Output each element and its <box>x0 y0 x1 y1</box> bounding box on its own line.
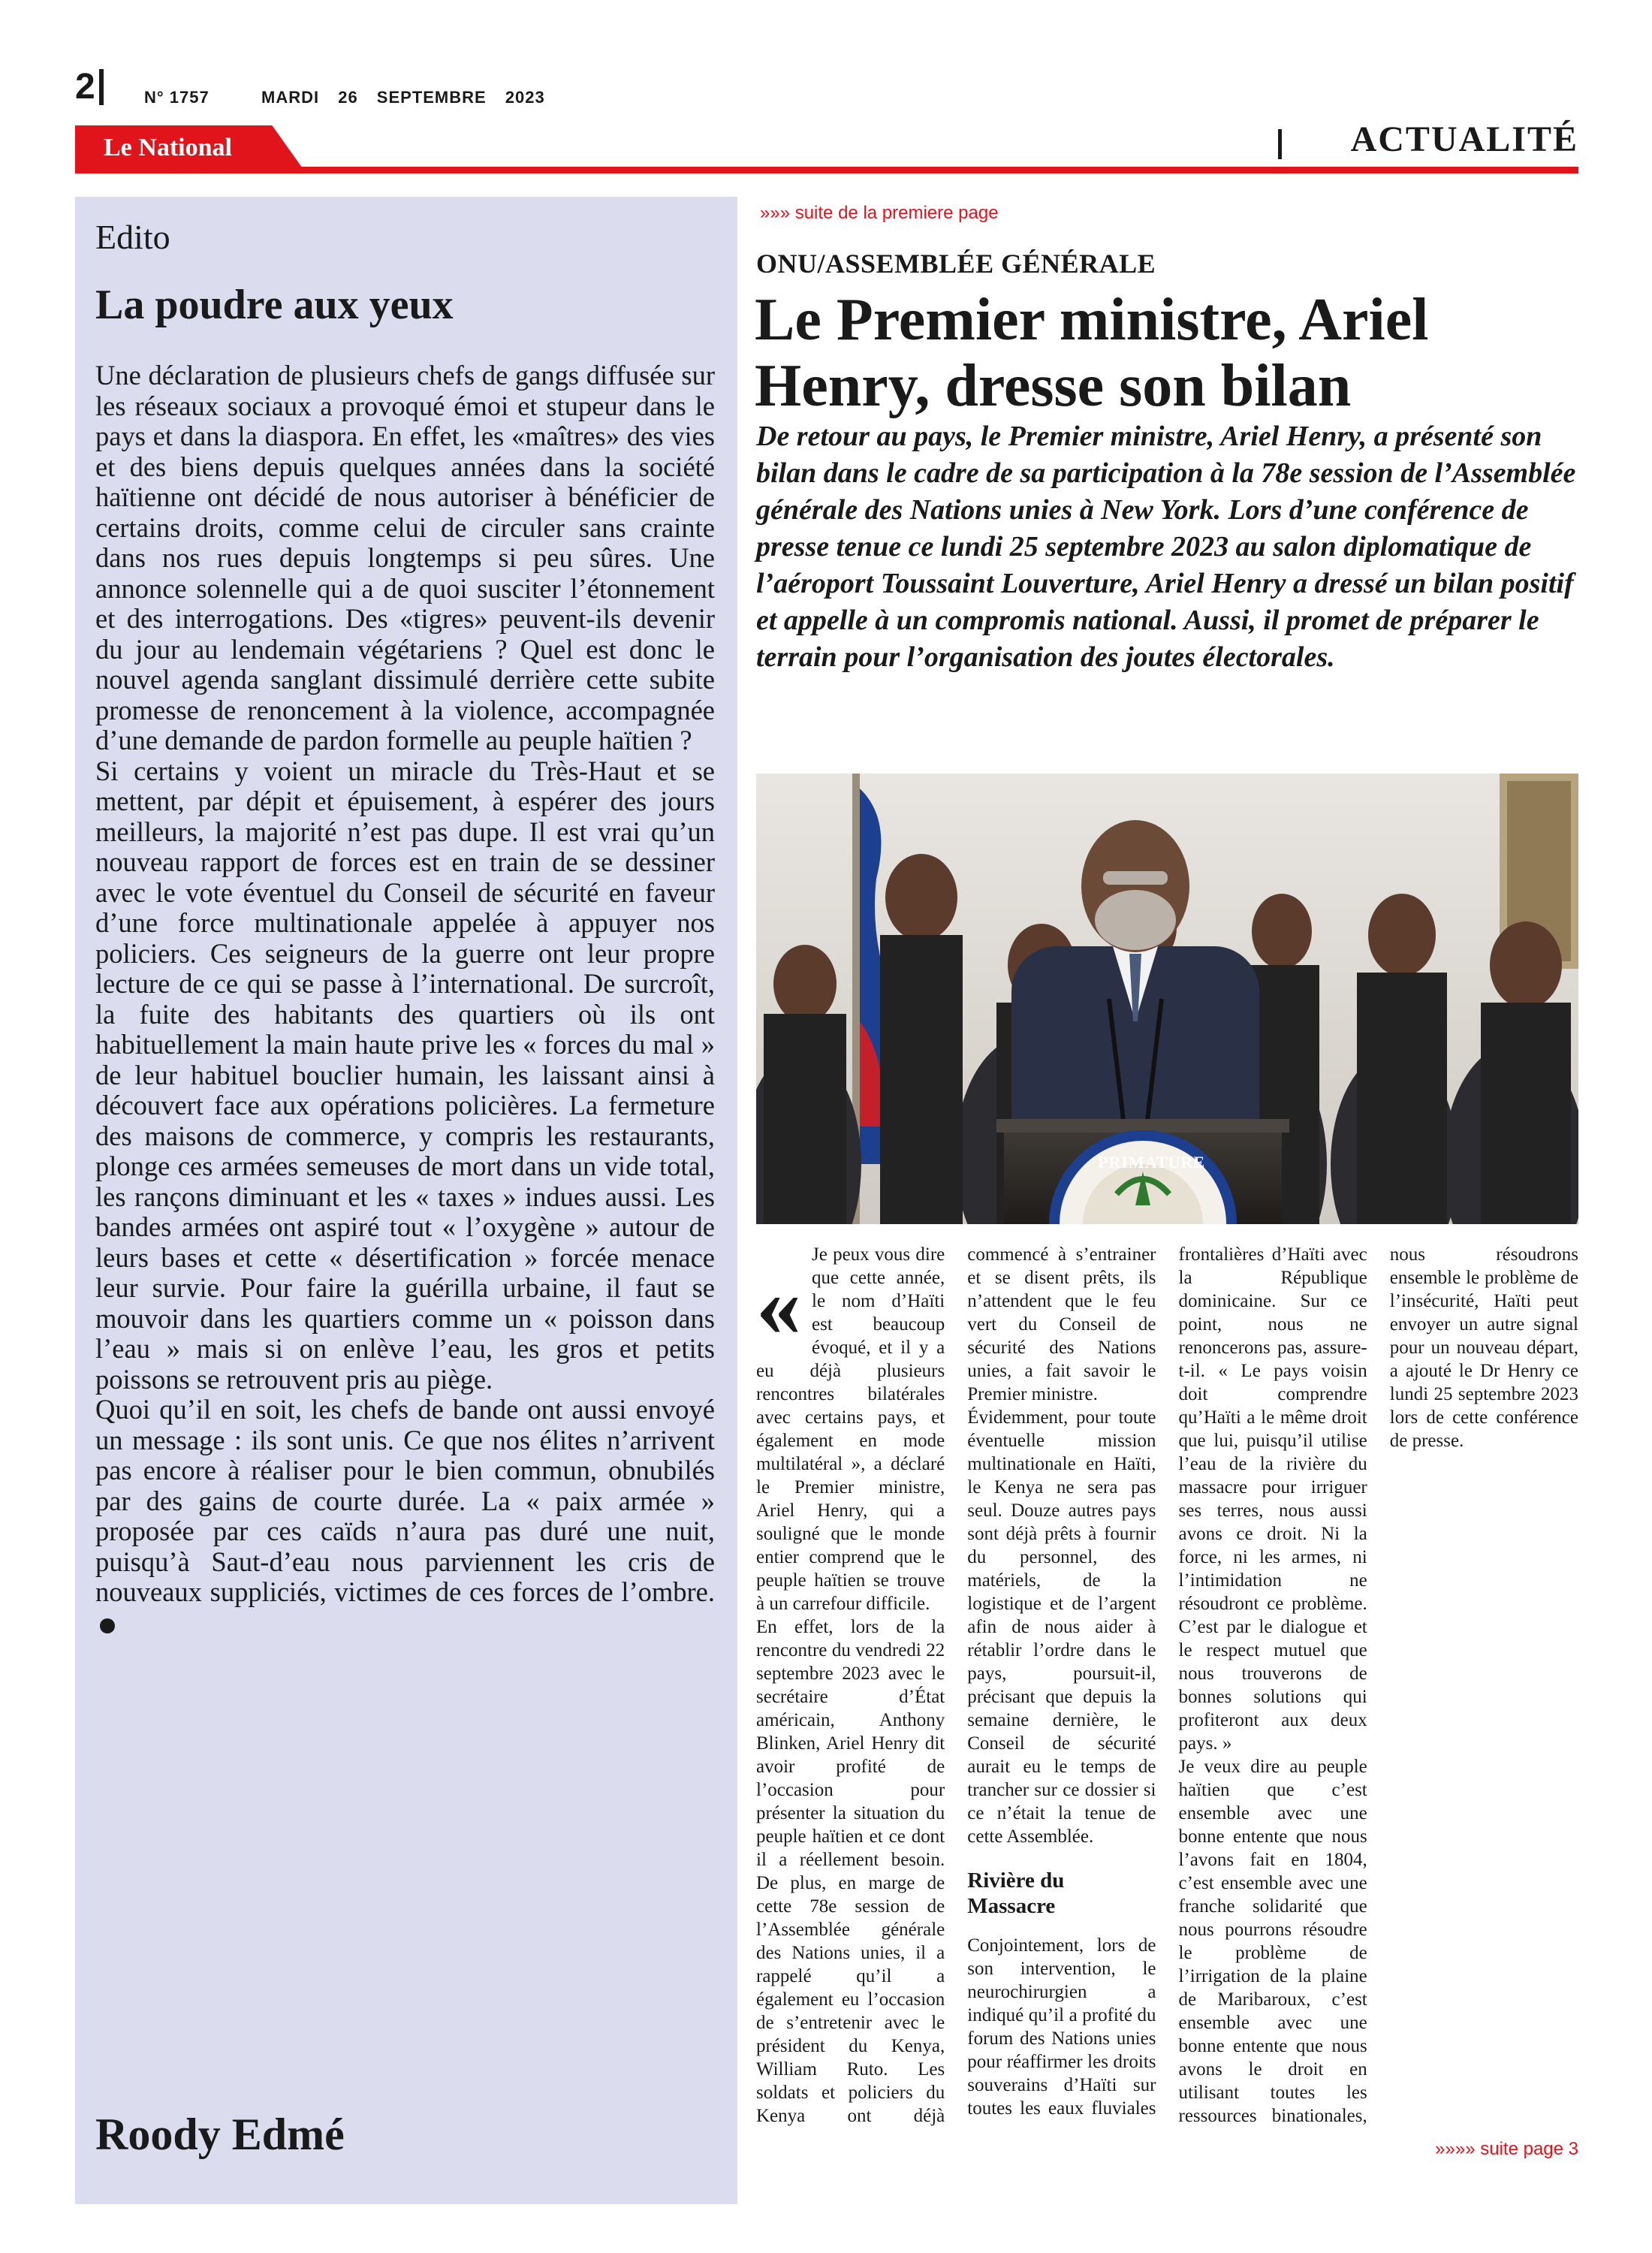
article-headline: Le Premier ministre, Ariel Henry, dresse son bilan <box>755 287 1429 419</box>
article-subhead: Rivière du Massacre <box>967 1868 1065 1918</box>
issue-date: MARDI 26 SEPTEMBRE 2023 <box>261 88 545 107</box>
edito-body <box>95 360 715 1638</box>
continued-from-link[interactable]: »»» suite de la premiere page <box>760 203 999 223</box>
section-title: ACTUALITÉ <box>1350 119 1578 159</box>
edito-kicker: Edito <box>95 218 170 256</box>
edito-paragraph: Une déclaration de plusieurs chefs de gangs diffusée sur les réseaux sociaux a provoqué émoi et stupeur dans le pays et dans la diaspora. En effet, les «maîtres» des vies et des biens depuis quelques années dans la société haïtienne ont décidé de nous autoriser à bénéficier de certains droits, comme celui de circuler sans crainte dans nos rues depuis longtemps si peu sûres. Une annonce solennelle qui a de quoi susciter l’étonnement et des interrogations. Des «tigres» peuvent-ils devenir du jour au lendemain végétariens ? Quel est donc le nouvel agenda sanglant dissimulé derrière cette subite promesse de renoncement à la violence, accompagnée d’une demande de pardon formelle au peuple haïtien ? <box>95 360 715 756</box>
end-mark-icon <box>100 1618 115 1633</box>
article-paragraph: Conjointement, lors de son intervention, le neurochirurgien a indiqué qu’il a profité du forum des Nations unies pour réaffirmer les droits souverains d’Haïti sur toutes les eaux fluviales frontalières d’Haïti avec la République dominicaine. Sur ce point, nous ne renoncerons pas, assure-t-il. « Le pays voisin doit comprendre qu’Haïti a le même droit que lui, puisqu’il utilise l’eau de la rivière du massacre pour irriguer ses terres, nous aussi avons ce droit. Ni la force, ni les armes, ni l’intimidation ne résoudront ce problème. C’est par le dialogue et le respect mutuel que nous trouverons de bonnes solutions qui profiteront aux deux pays. » <box>967 1244 1367 2119</box>
press-conference-photo <box>756 774 1578 1224</box>
edito-paragraph: Si certains y voient un miracle du Très-Haut et se mettent, par dépit et épuisement, à espérer des jours meilleurs, la majorité n’est pas dupe. Il est vrai qu’un nouveau rapport de forces est en train de se dessiner avec le vote éventuel du Conseil de sécurité en faveur d’une force multinationale appelée à appuyer nos policiers. Ces seigneurs de la guerre ont leur propre lecture de ce qui se passe à l’international. De surcroît, la fuite des habitants des quartiers où ils ont habituellement la main haute prive les « forces du mal » de leur habituel bouclier humain, les laissant ainsi à découvert face aux opérations policières. La fermeture des maisons de commerce, y compris les restaurants, plonge ces armées semeuses de mort dans un vide total, les rançons diminuant et les « taxes » indues aussi. Les bandes armées ont aspiré tout « l’oxygène » autour de leurs bases et cette « désertification » forcée menace leur survie. Pour faire la guérilla urbaine, il faut se mouvoir dans les quartiers comme un « poisson dans l’eau » mais si on enlève l’eau, les gros et petits poissons se retrouvent pris au piège. <box>95 755 715 1395</box>
article-kicker: ONU/ASSEMBLÉE GÉNÉRALE <box>756 249 1156 279</box>
page-number-divider <box>99 69 104 105</box>
edito-paragraph-text: Quoi qu’il en soit, les chefs de bande ont aussi envoyé un message : ils sont unis. Ce que nos élites n’arrivent pas encore à réaliser pour le bien commun, obnubilés par des gains de courte durée. La « paix armée » proposée par ces caïds n’aura pas duré une nuit, puisqu’à Saut-d’eau nous parviennent les cris de nouveaux suppliciés, victimes de ces forces de l’ombre. <box>95 1394 715 1607</box>
edito-column <box>75 197 737 2204</box>
issue-number: N° 1757 <box>144 88 210 107</box>
article-paragraph: Évidemment, pour toute éventuelle mission multinationale en Haïti, le Kenya ne sera pas seul. Douze autres pays sont déjà prêts à fournir du personnel, des matériels, de la logistique et de l’argent afin de nous aider à rétablir l’ordre dans le pays, poursuit-il, précisant que depuis la semaine dernière, le Conseil de sécurité aurait eu le temps de trancher sur ce dossier si ce n’était la tenue de cette Assemblée. <box>967 1407 1156 1847</box>
drop-quote-mark: « <box>756 1255 801 1355</box>
article-paragraph: Je peux vous dire que cette année, le nom d’Haïti est beaucoup évoqué, et il y a eu déjà plusieurs rencontres bilatérales avec certains pays, et également en mode multilatéral », a déclaré le Premier ministre, Ariel Henry, qui a souligné que le monde entier comprend que le peuple haïtien se trouve à un carrefour difficile. <box>756 1244 945 1614</box>
article-body <box>756 1243 1578 2129</box>
edito-paragraph <box>95 1395 715 1638</box>
article-lead: De retour au pays, le Premier ministre, Ariel Henry, a présenté son bilan dans le cadre de sa participation à la 78e session de l’Assemblée générale des Nations unies à New York. Lors d’une conférence de presse tenue ce lundi 25 septembre 2023 au salon diplomatique de l’aéroport Toussaint Louverture, Ariel Henry a dressé un bilan positif et appelle à un compromis national. Aussi, il promet de préparer le terrain pour l’organisation des joutes électorales. <box>756 421 1576 673</box>
page-number: 2 <box>75 67 95 107</box>
edito-title: La poudre aux yeux <box>95 282 454 328</box>
header-rule <box>75 167 1578 173</box>
article-paragraph: En effet, lors de la rencontre du vendredi 22 septembre 2023 avec le secrétaire d’État américain, Anthony Blinken, Ariel Henry dit avoir profité de l’occasion pour présenter la situation du peuple haïtien et ce dont il a réellement besoin. De plus, en marge de cette 78e session de l’Assemblée générale des Nations unies, il a rappelé qu’il a également eu l’occasion de s’entretenir avec le président du Kenya, William Ruto. Les soldats et policiers du Kenya ont déjà commencé à s’entrainer et se disent prêts, ils n’attendent que le feu vert du Conseil de sécurité des Nations unies, a fait savoir le Premier ministre. <box>756 1244 1156 2126</box>
continued-to-link[interactable]: »»»» suite page 3 <box>1435 2139 1578 2159</box>
section-divider <box>1278 129 1282 159</box>
podium-label: PRIMATURE <box>1098 1153 1206 1172</box>
article-paragraph: Je veux dire au peuple haïtien que c’est ensemble avec une bonne entente que nous l’avons fait en 1804, c’est ensemble avec une franche solidarité que nous pourrons résoudre le problème de l’irrigation de la plaine de Maribaroux, c’est ensemble avec une bonne entente que nous avons le droit en utilisant toutes les ressources binationales, nous résoudrons ensemble le problème de l’insécurité, Haïti peut envoyer un autre signal pour un nouveau départ, a ajouté le Dr Henry ce lundi 25 septembre 2023 lors de cette conférence de presse. <box>1178 1244 1578 2126</box>
edito-author: Roody Edmé <box>95 2110 345 2159</box>
newspaper-name: Le National <box>104 134 232 161</box>
